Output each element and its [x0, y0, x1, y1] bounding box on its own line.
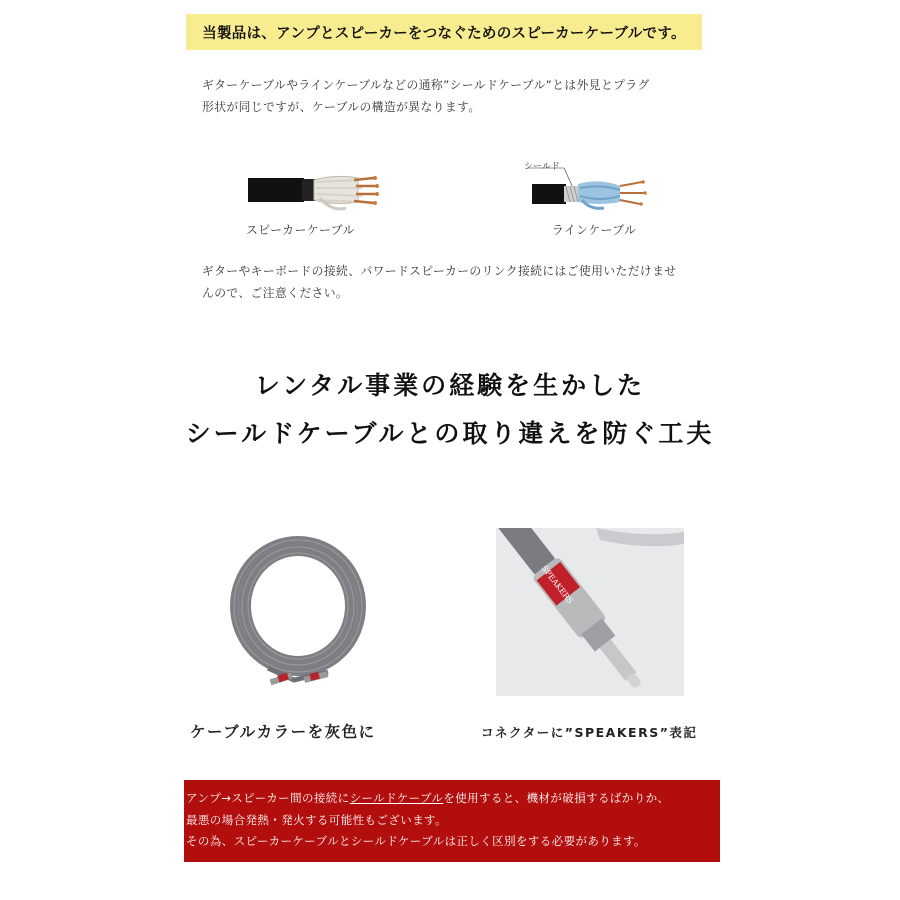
warning-line-1-underlined: シールドケーブル — [349, 791, 444, 805]
notice-paragraph — [202, 260, 702, 304]
gray-cable-photo — [218, 528, 374, 696]
banner-text: 当製品は、アンプとスピーカーをつなぐためのスピーカーケーブルです。 — [202, 25, 686, 42]
cable-color-caption: ケーブルカラーを灰色に — [190, 723, 376, 741]
speaker-cable-diagram — [246, 168, 386, 216]
intro-line-2: 形状が同じですが、ケーブルの構造が異なります。 — [202, 100, 481, 114]
speaker-cable-caption: スピーカーケーブル — [246, 223, 355, 237]
section-heading-line-2: シールドケーブルとの取り違えを防ぐ工夫 — [185, 419, 715, 448]
connector-caption: コネクターに”SPEAKERS”表記 — [481, 725, 698, 740]
line-cable-caption: ラインケーブル — [552, 223, 637, 237]
connector-print-text: SPEAKERS — [539, 563, 575, 606]
warning-line-1-post: を使用すると、機材が破損するばかりか、 — [443, 791, 670, 805]
notice-line-1: ギターやキーボードの接続、パワードスピーカーのリンク接続にはご使用いただけませ — [202, 264, 677, 278]
intro-line-1: ギターケーブルやラインケーブルなどの通称”シールドケーブル”とは外見とプラグ — [202, 78, 650, 92]
warning-line-1 — [186, 788, 720, 810]
warning-line-2: 最悪の場合発熱・発火する可能性もございます。 — [186, 812, 447, 827]
shield-label: シールド — [524, 162, 560, 172]
speakers-connector-photo — [496, 528, 684, 696]
warning-box — [184, 780, 720, 862]
notice-line-2: んので、ご注意ください。 — [202, 286, 349, 300]
product-banner — [186, 14, 702, 50]
section-heading-line-1: レンタル事業の経験を生かした — [254, 371, 646, 400]
warning-line-3: その為、スピーカーケーブルとシールドケーブルは正しく区別をする必要があります。 — [186, 834, 646, 848]
intro-paragraph — [202, 74, 702, 118]
warning-line-1-pre: アンプ→スピーカー間の接続に — [186, 791, 350, 805]
